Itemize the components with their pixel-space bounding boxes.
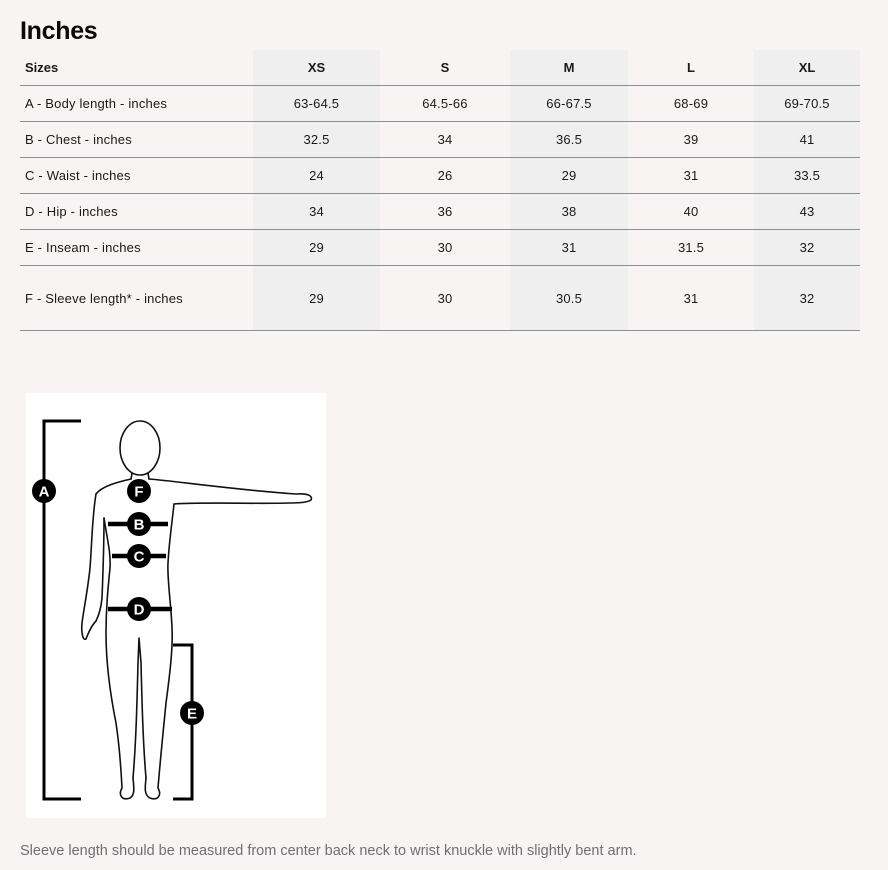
- header-sizes: Sizes: [20, 50, 253, 86]
- cell-xl: 32: [754, 266, 860, 331]
- svg-text:B: B: [133, 516, 145, 534]
- cell-xs: 32.5: [253, 122, 380, 158]
- cell-xl: 41: [754, 122, 860, 158]
- cell-m: 66-67.5: [510, 86, 628, 122]
- size-chart-table: [20, 50, 860, 331]
- marker-f: [127, 479, 151, 503]
- body-length-bracket: [44, 421, 81, 799]
- cell-m: 36.5: [510, 122, 628, 158]
- table-row: [20, 122, 860, 158]
- cell-xs: 34: [253, 194, 380, 230]
- header-xl: XL: [754, 50, 860, 86]
- row-label: B - Chest - inches: [20, 122, 253, 158]
- cell-l: 31.5: [628, 230, 754, 266]
- svg-text:C: C: [133, 548, 145, 566]
- cell-l: 68-69: [628, 86, 754, 122]
- cell-s: 30: [380, 230, 510, 266]
- measurement-diagram: [26, 393, 326, 818]
- cell-m: 30.5: [510, 266, 628, 331]
- table-row: [20, 266, 860, 331]
- cell-l: 39: [628, 122, 754, 158]
- sleeve-measurement-note: Sleeve length should be measured from center back neck to wrist knuckle with slightly bent arm.: [20, 843, 637, 859]
- row-label: F - Sleeve length* - inches: [20, 266, 253, 331]
- svg-text:F: F: [134, 483, 144, 501]
- cell-xs: 63-64.5: [253, 86, 380, 122]
- cell-xl: 43: [754, 194, 860, 230]
- row-label: C - Waist - inches: [20, 158, 253, 194]
- cell-l: 31: [628, 158, 754, 194]
- row-label: A - Body length - inches: [20, 86, 253, 122]
- cell-m: 31: [510, 230, 628, 266]
- head-outline: [120, 421, 160, 475]
- page-title: Inches: [20, 17, 98, 45]
- cell-s: 36: [380, 194, 510, 230]
- table-row: [20, 158, 860, 194]
- header-m: M: [510, 50, 628, 86]
- cell-s: 64.5-66: [380, 86, 510, 122]
- table-row: [20, 86, 860, 122]
- cell-s: 30: [380, 266, 510, 331]
- header-xs: XS: [253, 50, 380, 86]
- row-label: E - Inseam - inches: [20, 230, 253, 266]
- row-label: D - Hip - inches: [20, 194, 253, 230]
- marker-c: [127, 544, 151, 568]
- cell-m: 29: [510, 158, 628, 194]
- cell-xs: 29: [253, 266, 380, 331]
- table-row: [20, 194, 860, 230]
- svg-text:D: D: [133, 601, 145, 619]
- cell-m: 38: [510, 194, 628, 230]
- table-row: [20, 230, 860, 266]
- cell-xs: 24: [253, 158, 380, 194]
- cell-xl: 33.5: [754, 158, 860, 194]
- cell-s: 34: [380, 122, 510, 158]
- cell-l: 31: [628, 266, 754, 331]
- cell-xl: 69-70.5: [754, 86, 860, 122]
- cell-l: 40: [628, 194, 754, 230]
- cell-xl: 32: [754, 230, 860, 266]
- body-figure-illustration: [26, 393, 326, 818]
- marker-d: [127, 597, 151, 621]
- header-s: S: [380, 50, 510, 86]
- header-l: L: [628, 50, 754, 86]
- cell-s: 26: [380, 158, 510, 194]
- table-header-row: [20, 50, 860, 86]
- svg-text:A: A: [38, 483, 50, 501]
- marker-e: [180, 701, 204, 725]
- marker-b: [127, 512, 151, 536]
- marker-a: [32, 479, 56, 503]
- cell-xs: 29: [253, 230, 380, 266]
- svg-text:E: E: [186, 705, 198, 723]
